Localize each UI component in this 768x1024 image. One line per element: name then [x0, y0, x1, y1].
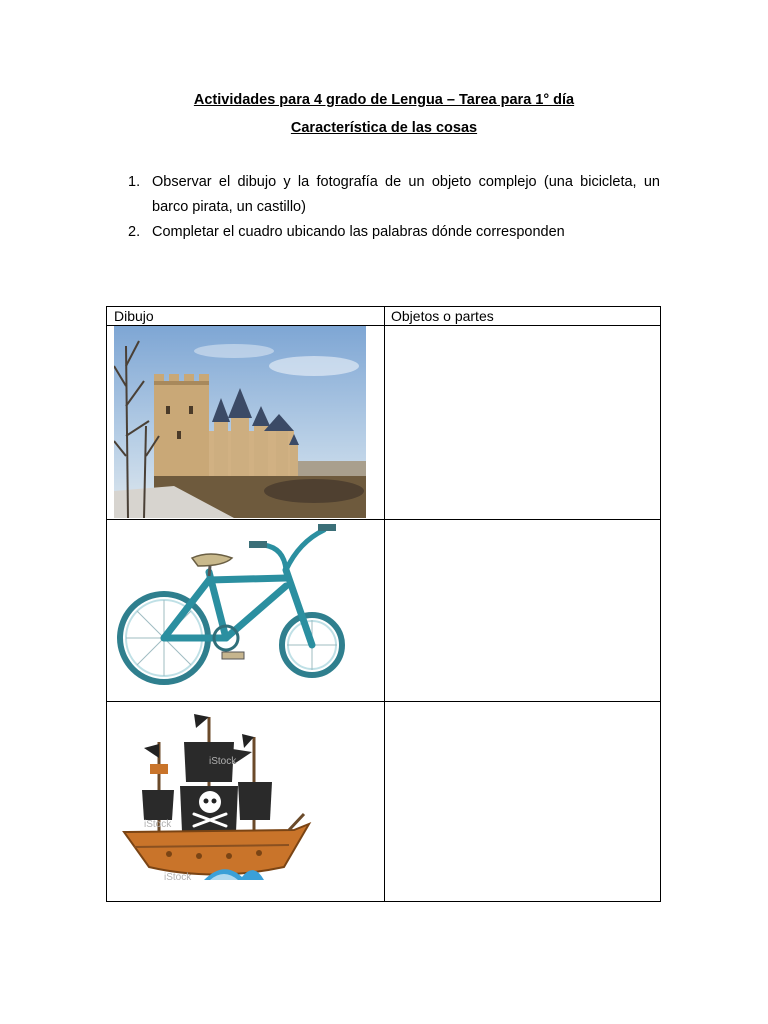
bicycle-drawing — [114, 520, 354, 700]
instructions-list — [128, 170, 660, 245]
header-dibujo: Dibujo — [114, 308, 154, 324]
parts-cell-ship[interactable] — [387, 703, 659, 899]
document-title: Actividades para 4 grado de Lengua – Tarea para 1° día — [193, 92, 575, 108]
header-objetos: Objetos o partes — [391, 308, 494, 324]
watermark-text: iStock — [209, 756, 237, 767]
instruction-number: 1. — [128, 174, 141, 190]
watermark-text: iStock — [164, 872, 192, 883]
activity-table — [106, 306, 661, 902]
instruction-item — [128, 170, 660, 220]
pirate-ship-drawing — [114, 702, 314, 900]
instruction-text: Observar el dibujo y la fotografía de un objeto complejo (una bicicleta, un barco pirata, un castillo) — [152, 174, 660, 215]
castle-photo — [114, 326, 366, 518]
watermark-text: iStock — [144, 819, 172, 830]
instruction-item — [128, 220, 660, 245]
instruction-text: Completar el cuadro ubicando las palabras dónde corresponden — [152, 224, 565, 240]
table-column-divider — [384, 307, 385, 901]
parts-cell-castle[interactable] — [387, 327, 659, 517]
instruction-number: 2. — [128, 224, 141, 240]
document-subtitle: Característica de las cosas — [290, 120, 478, 136]
parts-cell-bicycle[interactable] — [387, 521, 659, 699]
